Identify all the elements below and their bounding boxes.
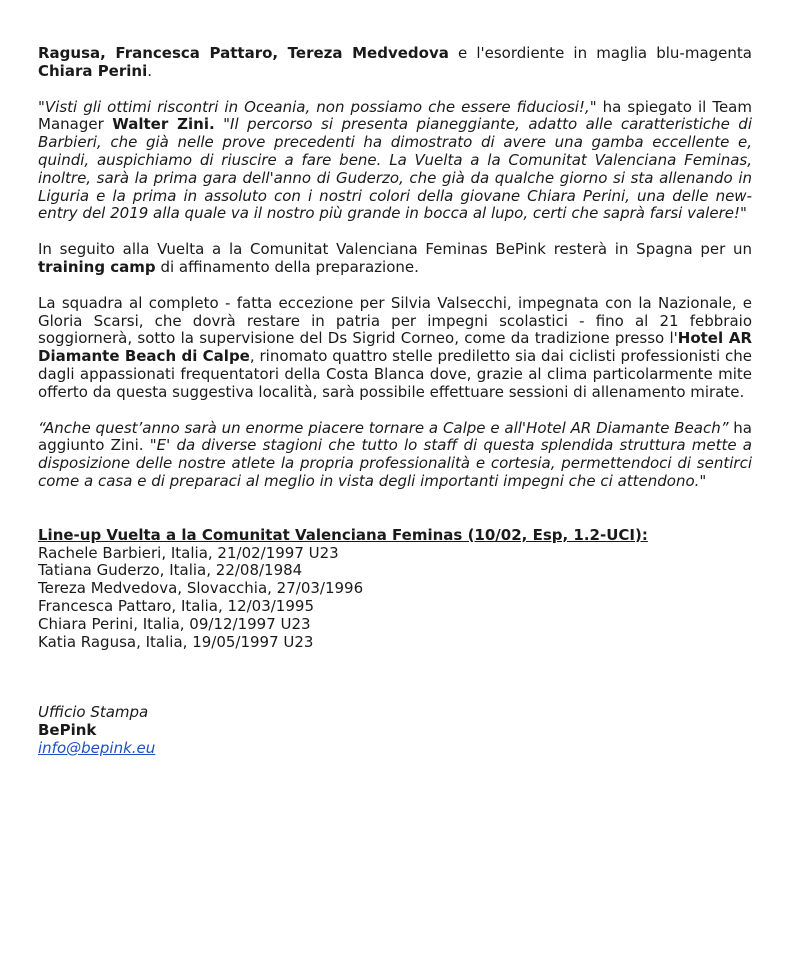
office-label: Ufficio Stampa [38,703,149,722]
text: e l'esordiente in maglia blu-magenta [448,44,752,62]
bold-training-camp: training camp [38,257,156,276]
list-item: Francesca Pattaro, Italia, 12/03/1995 [38,596,314,615]
text: . [147,61,152,80]
quote-calpe: “Anche quest’anno sarà un enorme piacere tornare a Calpe e all'Hotel AR Diamante Beach” [38,418,729,437]
text: ha aggiunto Zini. [38,418,753,455]
text: La squadra al completo - fatta eccezione per Silvia Valsecchi, impegnata con la Nazionale, e Gloria Scarsi, che dovrà restare in patria per impegni scolastici - fino al 21 febbraio soggiornerà, sotto la supervisione del Ds Sigrid Corneo, come da tradizione presso l' [38,293,752,348]
paragraph-quote-zini [38,99,752,224]
text [215,115,223,133]
text: ha spiegato il Team Manager [38,97,752,134]
email-line [38,740,752,758]
bold-riders: Ragusa, Francesca Pattaro, Tereza Medvedova [38,44,449,62]
lineup-list [38,545,752,652]
paragraph-intro [38,45,752,81]
lineup-section [38,527,752,652]
text: , rinomato quattro stelle prediletto sia dai ciclisti professionisti che dagli appassionati frequentatori della Costa Blanca dove, grazie al clima particolarmente mite offerto da questa suggestiva località, sarà possibile effettuare sessioni di allenamento mirate. [38,347,752,401]
list-item: Tereza Medvedova, Slovacchia, 27/03/1996 [38,579,364,598]
quote-percorso: "Il percorso si presenta pianeggiante, adatto alle caratteristiche di Barbieri, che già nelle prove precedenti ha dimostrato di avere una gamba eccellente e, quindi, auspichiamo di riuscire a fare bene. La Vuelta a la Comunitat Valenciana Feminas, inoltre, sarà la prima gara dell'anno di Guderzo, che già da qualche giorno si sta allenando in Liguria e la prima in assoluto con i nostri colori della giovane Chiara Perini, una delle new-entry del 2019 alla quale va il nostro più grande in bocca al lupo, certi che saprà farsi valere!" [38,115,752,223]
bold-chiara-perini: Chiara Perini [38,61,148,80]
paragraph-team-calpe [38,295,752,402]
quote-oceania: "Visti gli ottimi riscontri in Oceania, non possiamo che essere fiduciosi!," [38,97,597,116]
bold-hotel: Hotel AR Diamante Beach di Calpe [38,329,752,366]
signature-block [38,704,752,757]
list-item: Chiara Perini, Italia, 09/12/1997 U23 [38,614,311,633]
paragraph-training-camp [38,241,752,277]
email-link[interactable]: info@bepink.eu [38,738,156,757]
lineup-title: Line-up Vuelta a la Comunitat Valenciana Feminas (10/02, Esp, 1.2-UCI): [38,525,648,544]
quote-staff: "E' da diverse stagioni che tutto lo staff di questa splendida struttura mette a disposizione delle nostre atlete la propria professionalità e cortesia, permettendoci di sentirci come a casa e di preparaci al meglio in vista degli importanti impegni che ci attendono." [38,436,752,490]
org-name: BePink [38,721,97,740]
paragraph-quote-calpe [38,420,752,491]
text: di affinamento della preparazione. [155,257,419,276]
text: In seguito alla Vuelta a la Comunitat Valenciana Feminas BePink resterà in Spagna per un [38,240,752,259]
list-item: Rachele Barbieri, Italia, 21/02/1997 U23 [38,543,339,562]
list-item: Tatiana Guderzo, Italia, 22/08/1984 [38,561,303,580]
bold-walter-zini: Walter Zini. [112,115,215,134]
list-item: Katia Ragusa, Italia, 19/05/1997 U23 [38,632,314,651]
